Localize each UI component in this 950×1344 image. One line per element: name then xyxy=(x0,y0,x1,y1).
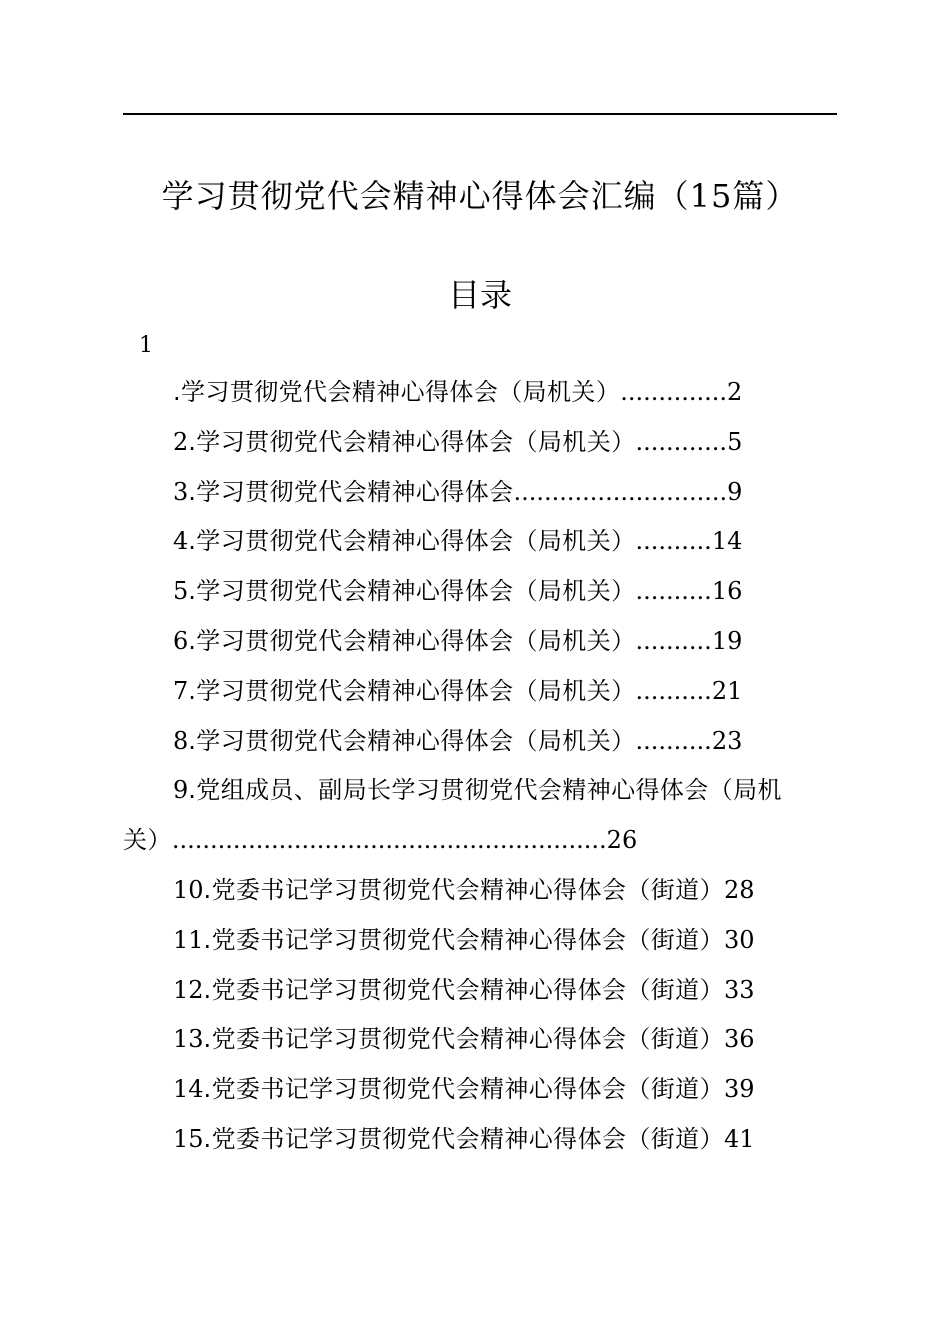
toc-entry-number: 8 xyxy=(173,726,189,755)
toc-entry-leader: ......................................................... xyxy=(171,826,607,855)
toc-entry-page: 30 xyxy=(723,925,755,954)
document-title-suffix: 篇） xyxy=(732,177,799,215)
toc-entry-number: 5 xyxy=(173,577,189,606)
toc-entry-page: 5 xyxy=(727,427,743,456)
toc-entry-page: 23 xyxy=(711,726,743,755)
toc-entry-title: .学习贯彻党代会精神心得体会（局机关） xyxy=(188,577,636,606)
toc-entry-title: .学习贯彻党代会精神心得体会（局机关） xyxy=(188,626,636,655)
toc-entry[interactable] xyxy=(123,418,837,468)
toc-entry-number: 15 xyxy=(173,1124,204,1153)
toc-entry-title-continued: 关） xyxy=(123,826,172,855)
toc-entry[interactable] xyxy=(123,866,837,916)
toc-entry-title: .党委书记学习贯彻党代会精神心得体会（街道） xyxy=(203,1025,724,1054)
toc-entry-leader: .......... xyxy=(635,676,712,705)
toc-entry[interactable] xyxy=(123,766,837,866)
toc-entry-number: 10 xyxy=(173,875,204,904)
toc-entry-line-2 xyxy=(123,816,837,866)
toc-entry-title: .学习贯彻党代会精神心得体会 xyxy=(188,477,514,506)
toc-entry-page: 41 xyxy=(723,1124,755,1153)
toc-entry-page: 14 xyxy=(711,527,743,556)
toc-entry[interactable] xyxy=(123,667,837,717)
top-rule xyxy=(123,113,837,115)
toc-entry-leader: ............ xyxy=(635,427,728,456)
toc-entry-page: 39 xyxy=(723,1075,755,1104)
toc-entry-page: 19 xyxy=(711,626,743,655)
toc-entry[interactable] xyxy=(123,468,837,518)
toc-entry-title: .党委书记学习贯彻党代会精神心得体会（街道） xyxy=(203,1075,724,1104)
toc-entry[interactable] xyxy=(123,916,837,966)
document-title-text: 学习贯彻党代会精神心得体会汇编（ xyxy=(161,177,690,215)
toc-entry[interactable] xyxy=(123,517,837,567)
toc-entry-number: 2 xyxy=(173,427,189,456)
toc-entry-title: .党委书记学习贯彻党代会精神心得体会（街道） xyxy=(203,925,724,954)
toc-entry-number: 4 xyxy=(173,527,189,556)
document-title xyxy=(123,168,837,224)
toc-entry-number: 3 xyxy=(173,477,189,506)
toc-entry-title: .学习贯彻党代会精神心得体会（局机关） xyxy=(188,427,636,456)
toc-entry[interactable] xyxy=(123,717,837,767)
toc-entry-line-1 xyxy=(173,766,837,816)
toc-stray-number: 1 xyxy=(139,333,153,358)
toc-entry-number: 6 xyxy=(173,626,189,655)
toc-entry-leader: .......... xyxy=(635,577,712,606)
toc-entry[interactable] xyxy=(123,368,837,418)
toc-entry[interactable] xyxy=(123,567,837,617)
toc-entry-number: 13 xyxy=(173,1025,204,1054)
toc-entry-leader: .......... xyxy=(635,527,712,556)
toc-entry-page: 9 xyxy=(727,477,743,506)
toc-entry-leader: .......... xyxy=(635,626,712,655)
document-title-count: 15 xyxy=(689,177,733,215)
toc-entry-page: 21 xyxy=(711,676,743,705)
toc-entry-title: .党委书记学习贯彻党代会精神心得体会（街道） xyxy=(203,975,724,1004)
toc-entry-number: 7 xyxy=(173,676,189,705)
toc-entry-page: 16 xyxy=(711,577,743,606)
toc-entry-title: .党组成员、副局长学习贯彻党代会精神心得体会（局机 xyxy=(188,776,782,805)
toc-entry[interactable] xyxy=(123,617,837,667)
toc-entry-title: .学习贯彻党代会精神心得体会（局机关） xyxy=(188,726,636,755)
toc-entry[interactable] xyxy=(123,1065,837,1115)
toc-entry-leader: .............. xyxy=(620,378,728,406)
toc-entry-number: 11 xyxy=(173,925,204,954)
toc-entry-title: .学习贯彻党代会精神心得体会（局机关） xyxy=(188,527,636,556)
toc-heading: 目录 xyxy=(447,276,512,314)
toc-entry-leader: .......... xyxy=(635,726,712,755)
toc-entry-number: 12 xyxy=(173,975,204,1004)
toc-entry-page: 33 xyxy=(723,975,755,1004)
toc-entry-page: 28 xyxy=(723,875,755,904)
toc-entry-page: 36 xyxy=(723,1025,755,1054)
toc-entry-title: .学习贯彻党代会精神心得体会（局机关） xyxy=(173,378,621,406)
toc-entry-title: .党委书记学习贯彻党代会精神心得体会（街道） xyxy=(203,1124,724,1153)
table-of-contents xyxy=(123,368,837,1165)
toc-entry-number: 9 xyxy=(173,776,189,805)
toc-entry[interactable] xyxy=(123,1115,837,1165)
toc-entry-number: 14 xyxy=(173,1075,204,1104)
toc-entry[interactable] xyxy=(123,966,837,1016)
toc-entry-page: 26 xyxy=(606,826,638,855)
toc-entry-title: .党委书记学习贯彻党代会精神心得体会（街道） xyxy=(203,875,724,904)
toc-entry[interactable] xyxy=(123,1015,837,1065)
toc-entry-leader: ............................ xyxy=(513,477,728,506)
toc-entry-page: 2 xyxy=(727,378,743,406)
toc-entry-title: .学习贯彻党代会精神心得体会（局机关） xyxy=(188,676,636,705)
